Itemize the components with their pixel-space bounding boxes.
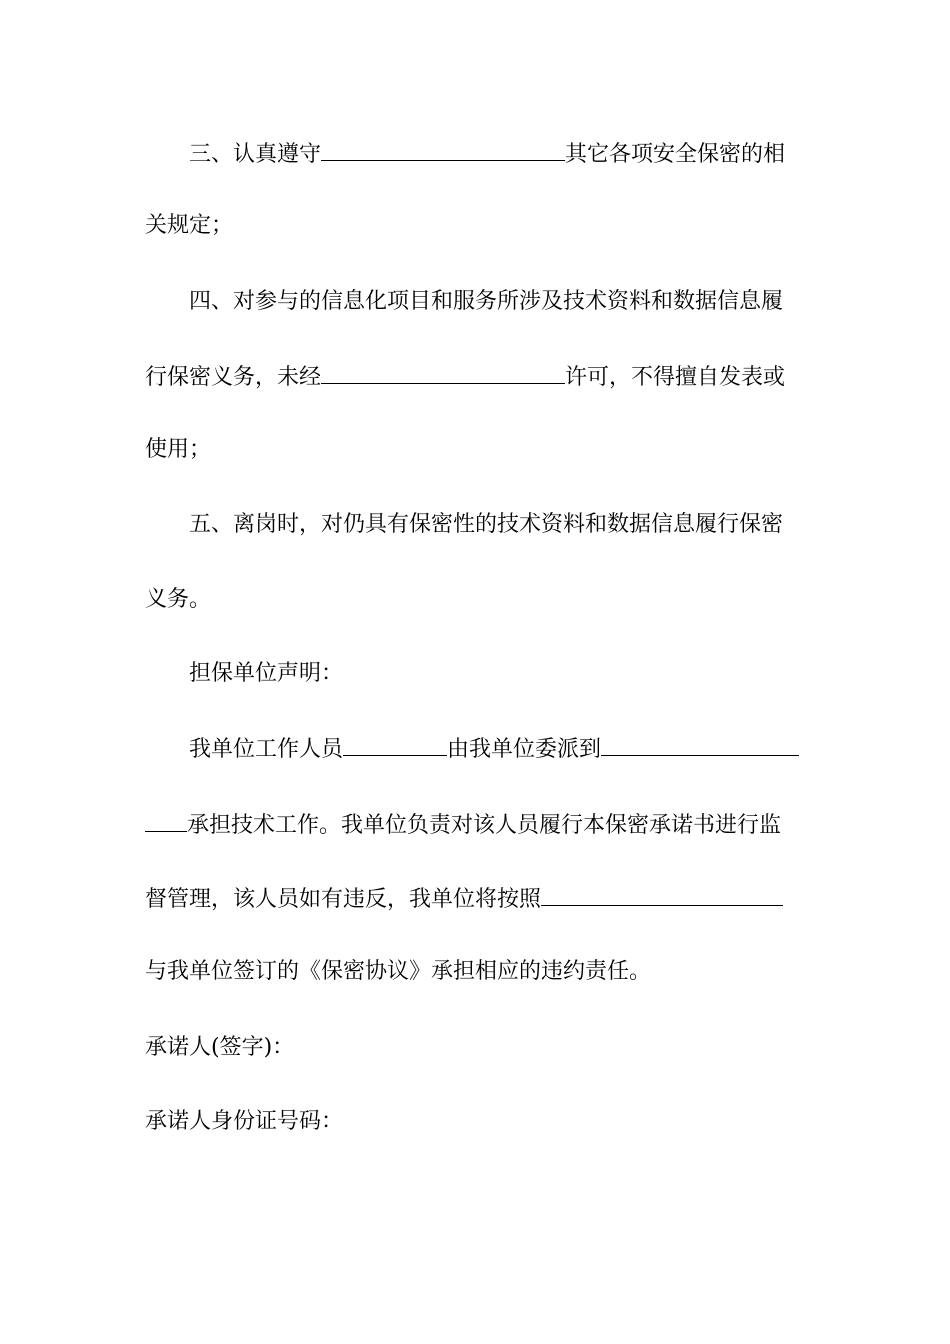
statement-l2-text: 承担技术工作。我单位负责对该人员履行本保密承诺书进行监 [187, 813, 782, 838]
statement-heading: 担保单位声明： [189, 661, 344, 686]
item-3-line-1 [189, 138, 805, 168]
item-4-tail: 许可，不得擅自发表或 [565, 365, 786, 390]
statement-line-2 [145, 809, 805, 839]
item-3-tail: 其它各项安全保密的相 [565, 142, 786, 167]
item-5-line-2: 义务。 [145, 587, 212, 612]
blank-field-staff-name[interactable] [343, 733, 447, 756]
statement-line-3 [145, 883, 805, 913]
item-4-line-3: 使用； [145, 437, 212, 462]
item-3-lead: 三、认真遵守 [189, 142, 322, 167]
blank-field-assigned-unit[interactable] [601, 733, 799, 756]
statement-l1-mid: 由我单位委派到 [447, 737, 602, 762]
blank-field-regulations[interactable] [321, 138, 565, 161]
blank-field-assigned-unit-cont[interactable] [145, 809, 187, 832]
item-4-line-2 [145, 361, 805, 391]
signer-signature-label: 承诺人(签字)： [145, 1035, 295, 1060]
blank-field-permission[interactable] [321, 361, 565, 384]
item-3-line-2: 关规定； [145, 213, 234, 238]
item-5-line-1: 五、离岗时，对仍具有保密性的技术资料和数据信息履行保密 [189, 512, 784, 537]
statement-line-1 [189, 733, 805, 763]
statement-l3-text: 督管理，该人员如有违反，我单位将按照 [145, 887, 542, 912]
blank-field-agreement-party[interactable] [541, 883, 783, 906]
statement-l1-lead: 我单位工作人员 [189, 737, 344, 762]
item-4-line-1: 四、对参与的信息化项目和服务所涉及技术资料和数据信息履 [189, 289, 784, 314]
statement-line-4: 与我单位签订的《保密协议》承担相应的违约责任。 [145, 959, 652, 984]
item-4-lead: 行保密义务，未经 [145, 365, 322, 390]
signer-id-number-label: 承诺人身份证号码： [145, 1109, 344, 1134]
